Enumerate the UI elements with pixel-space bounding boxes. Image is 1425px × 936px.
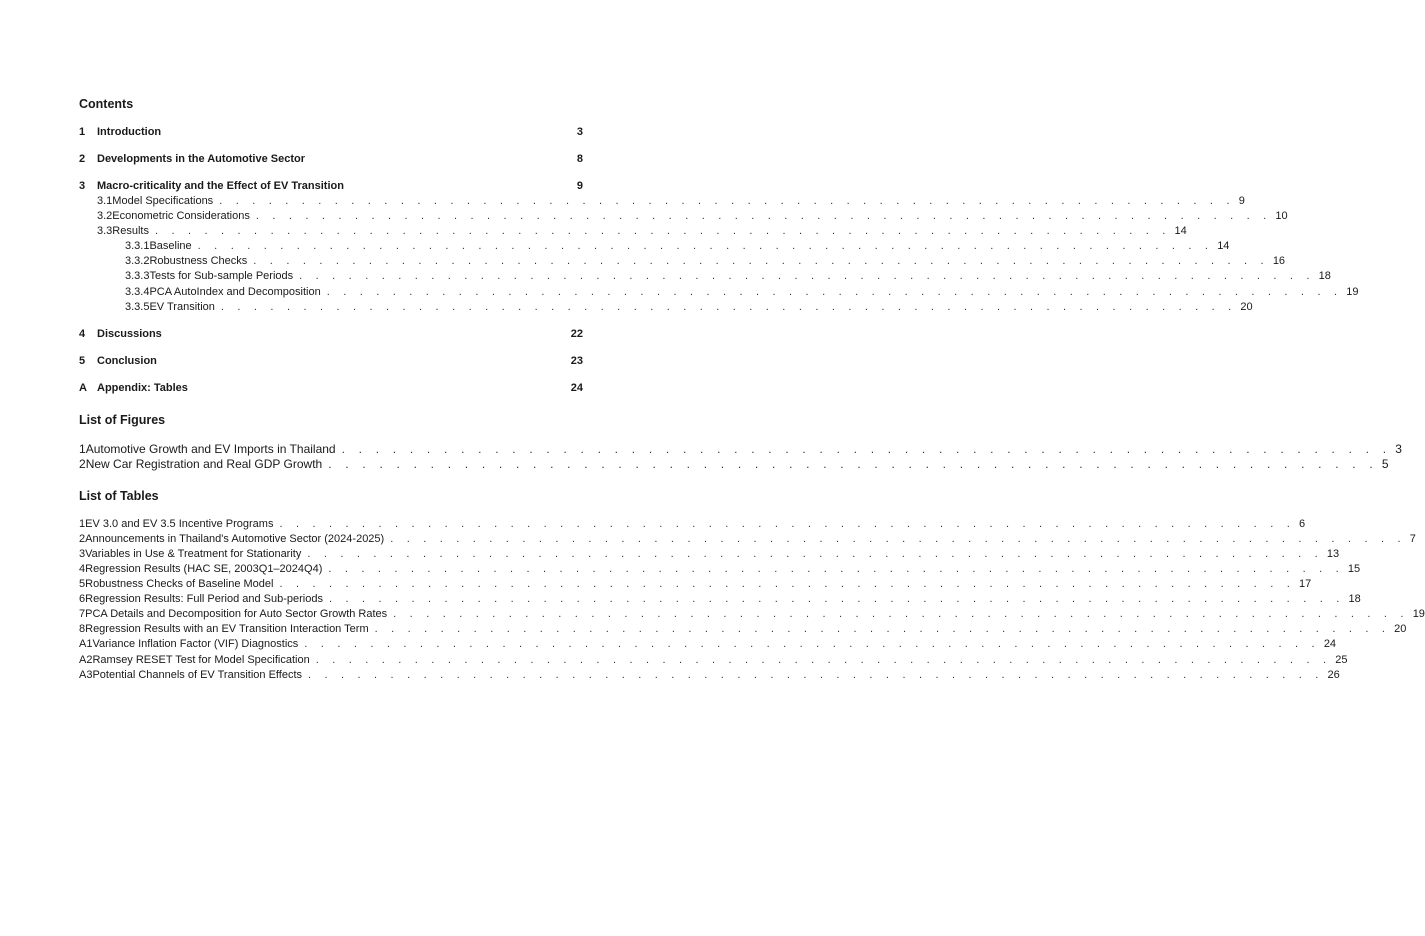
leader-dots: . . . . . . . . . . . . . . . . . . . . . . . . . . . . . . . . . . . . . . . . . . . . . . . . . . . . . . . . . . . . . . <box>374 623 1391 635</box>
toc-entry-page: 14 <box>1174 225 1187 237</box>
lot-entry-title: PCA Details and Decomposition for Auto Sector Growth Rates <box>85 608 388 620</box>
list-of-figures-heading: List of Figures <box>79 413 166 427</box>
leader-dots: . . . . . . . . . . . . . . . . . . . . . . . . . . . . . . . . . . . . . . . . . . . . . . . . . . . . . . . . . . . . . . <box>279 578 1295 590</box>
lot-entry-page: 7 <box>1409 533 1416 545</box>
toc-entry[interactable] <box>125 269 1331 283</box>
toc-entry-title: Results <box>112 225 149 237</box>
lot-entry-title: Ramsey RESET Test for Model Specification <box>92 654 310 666</box>
lot-entry-page: 18 <box>1348 593 1361 605</box>
leader-dots: . . . . . . . . . . . . . . . . . . . . . . . . . . . . . . . . . . . . . . . . . . . . . . . . . . . . . . . . . . . . . . <box>315 654 1332 666</box>
leader-dots: . . . . . . . . . . . . . . . . . . . . . . . . . . . . . . . . . . . . . . . . . . . . . . . . . . . . . . . . . . . . . . <box>308 669 1324 681</box>
lot-entry-number: A1 <box>79 638 93 650</box>
lot-entry-number: A2 <box>79 654 93 666</box>
lof-entry[interactable] <box>79 457 1389 471</box>
leader-dots: . . . . . . . . . . . . . . . . . . . . . . . . . . . . . . . . . . . . . . . . . . . . . . . . . . . . . . . . . . . . . . <box>154 225 1171 237</box>
leader-dots: . . . . . . . . . . . . . . . . . . . . . . . . . . . . . . . . . . . . . . . . . . . . . . . . . . . . . . . . . . . . . . <box>219 195 1235 207</box>
toc-entry[interactable] <box>79 125 583 139</box>
toc-entry-title: Econometric Considerations <box>112 210 250 222</box>
lof-entry-page: 5 <box>1381 457 1389 471</box>
toc-entry-title: PCA AutoIndex and Decomposition <box>149 286 321 298</box>
toc-entry-page: 10 <box>1275 210 1288 222</box>
lot-entry-title: Announcements in Thailand's Automotive Sector (2024-2025) <box>85 533 385 545</box>
lof-entry[interactable] <box>79 442 1402 456</box>
lot-entry[interactable] <box>79 547 1340 561</box>
toc-entry[interactable] <box>97 224 1187 238</box>
list-of-tables-heading: List of Tables <box>79 489 159 503</box>
lot-entry-number: 6 <box>79 593 86 605</box>
lot-entry[interactable] <box>79 637 1337 651</box>
lot-entry[interactable] <box>79 622 1407 636</box>
toc-entry[interactable] <box>125 300 1253 314</box>
toc-entry[interactable] <box>125 254 1286 268</box>
toc-entry-title: Tests for Sub-sample Periods <box>149 270 294 282</box>
lot-entry-title: Variance Inflation Factor (VIF) Diagnostics <box>92 638 299 650</box>
toc-entry-title: EV Transition <box>149 301 215 313</box>
toc-entry-page: 3 <box>576 126 583 138</box>
lot-entry[interactable] <box>79 517 1306 531</box>
lot-entry[interactable] <box>79 668 1340 682</box>
lot-entry-page: 20 <box>1394 623 1407 635</box>
toc-entry-number: 2 <box>79 153 86 165</box>
toc-entry-number: 3 <box>79 180 86 192</box>
lot-entry-number: 4 <box>79 563 86 575</box>
leader-dots: . . . . . . . . . . . . . . . . . . . . . . . . . . . . . . . . . . . . . . . . . . . . . . . . . . . . . . . . . . . . . . <box>341 442 1392 456</box>
toc-entry-title: Macro-criticality and the Effect of EV Transition <box>97 180 344 192</box>
lot-entry[interactable] <box>79 607 1425 621</box>
leader-dots: . . . . . . . . . . . . . . . . . . . . . . . . . . . . . . . . . . . . . . . . . . . . . . . . . . . . . . . . . . . . . . <box>220 301 1237 313</box>
toc-entry-page: 8 <box>576 153 583 165</box>
lot-entry-title: Regression Results (HAC SE, 2003Q1–2024Q4) <box>85 563 323 575</box>
toc-entry-number: 1 <box>79 126 86 138</box>
toc-entry-number: 3.3.3 <box>125 270 150 282</box>
lot-entry-title: Regression Results: Full Period and Sub-periods <box>85 593 323 605</box>
toc-entry-number: 3.1 <box>97 195 113 207</box>
toc-entry[interactable] <box>79 381 583 395</box>
toc-entry[interactable] <box>97 194 1245 208</box>
lot-entry[interactable] <box>79 577 1312 591</box>
toc-entry-title: Introduction <box>97 126 162 138</box>
lot-entry-title: Variables in Use & Treatment for Stationarity <box>85 548 302 560</box>
toc-entry-number: 3.2 <box>97 210 113 222</box>
lot-entry-page: 19 <box>1412 608 1425 620</box>
lot-entry-title: EV 3.0 and EV 3.5 Incentive Programs <box>85 518 274 530</box>
lof-entry-number: 1 <box>79 442 86 456</box>
leader-dots: . . . . . . . . . . . . . . . . . . . . . . . . . . . . . . . . . . . . . . . . . . . . . . . . . . . . . . . . . . . . . . <box>326 286 1343 298</box>
toc-entry-number: A <box>79 382 87 394</box>
toc-entry-number: 3.3 <box>97 225 113 237</box>
toc-entry-number: 3.3.5 <box>125 301 150 313</box>
leader-dots: . . . . . . . . . . . . . . . . . . . . . . . . . . . . . . . . . . . . . . . . . . . . . . . . . . . . . . . . . . . . . . <box>307 548 1323 560</box>
toc-entry[interactable] <box>79 327 583 341</box>
toc-entry[interactable] <box>79 179 583 193</box>
lof-entry-page: 3 <box>1395 442 1402 456</box>
leader-dots: . . . . . . . . . . . . . . . . . . . . . . . . . . . . . . . . . . . . . . . . . . . . . . . . . . . . . . . . . . . . . . <box>328 593 1345 605</box>
lof-entry-title: New Car Registration and Real GDP Growth <box>85 457 323 471</box>
toc-entry-title: Model Specifications <box>112 195 214 207</box>
lot-entry-number: A3 <box>79 669 93 681</box>
lot-entry-page: 25 <box>1335 654 1348 666</box>
toc-entry-title: Discussions <box>97 328 162 340</box>
toc-entry-title: Appendix: Tables <box>97 382 188 394</box>
toc-entry-page: 20 <box>1240 301 1253 313</box>
toc-entry-title: Robustness Checks <box>149 255 248 267</box>
toc-entry-title: Conclusion <box>97 355 157 367</box>
contents-heading: Contents <box>79 97 134 111</box>
leader-dots: . . . . . . . . . . . . . . . . . . . . . . . . . . . . . . . . . . . . . . . . . . . . . . . . . . . . . . . . . . . . . . <box>299 270 1315 282</box>
leader-dots: . . . . . . . . . . . . . . . . . . . . . . . . . . . . . . . . . . . . . . . . . . . . . . . . . . . . . . . . . . . . . . <box>197 240 1214 252</box>
toc-entry-page: 18 <box>1318 270 1331 282</box>
lot-entry-number: 1 <box>79 518 86 530</box>
toc-entry-number: 3.3.4 <box>125 286 150 298</box>
toc-entry[interactable] <box>79 152 583 166</box>
lof-entry-number: 2 <box>79 457 86 471</box>
lot-entry-page: 26 <box>1327 669 1340 681</box>
lot-entry-title: Regression Results with an EV Transition Interaction Term <box>85 623 369 635</box>
lot-entry-page: 13 <box>1326 548 1340 560</box>
leader-dots: . . . . . . . . . . . . . . . . . . . . . . . . . . . . . . . . . . . . . . . . . . . . . . . . . . . . . . . . . . . . . . <box>255 210 1272 222</box>
lot-entry-page: 15 <box>1347 563 1361 575</box>
toc-entry-page: 23 <box>570 355 583 367</box>
leader-dots: . . . . . . . . . . . . . . . . . . . . . . . . . . . . . . . . . . . . . . . . . . . . . . . . . . . . . . . . . . . . . . <box>390 533 1406 545</box>
toc-entry[interactable] <box>125 285 1359 299</box>
toc-entry-number: 3.3.1 <box>125 240 150 252</box>
lof-entry-title: Automotive Growth and EV Imports in Thailand <box>85 442 336 456</box>
toc-entry[interactable] <box>125 239 1230 253</box>
leader-dots: . . . . . . . . . . . . . . . . . . . . . . . . . . . . . . . . . . . . . . . . . . . . . . . . . . . . . . . . . . . . . . <box>304 638 1320 650</box>
leader-dots: . . . . . . . . . . . . . . . . . . . . . . . . . . . . . . . . . . . . . . . . . . . . . . . . . . . . . . . . . . . . . . <box>253 255 1269 267</box>
toc-entry-page: 9 <box>1238 195 1245 207</box>
toc-entry-number: 4 <box>79 328 86 340</box>
toc-entry-title: Baseline <box>149 240 192 252</box>
lot-entry-page: 6 <box>1298 518 1306 530</box>
toc-entry-page: 16 <box>1272 255 1286 267</box>
lot-entry[interactable] <box>79 532 1416 546</box>
toc-entry-number: 3.3.2 <box>125 255 150 267</box>
toc-entry-page: 22 <box>570 328 583 340</box>
toc-entry-page: 9 <box>576 180 583 192</box>
lot-entry-title: Robustness Checks of Baseline Model <box>85 578 274 590</box>
toc-entry-page: 24 <box>570 382 583 394</box>
toc-entry-number: 5 <box>79 355 86 367</box>
lot-entry-number: 3 <box>79 548 86 560</box>
lot-entry-number: 8 <box>79 623 86 635</box>
leader-dots: . . . . . . . . . . . . . . . . . . . . . . . . . . . . . . . . . . . . . . . . . . . . . . . . . . . . . . . . . . . . . . <box>393 608 1409 620</box>
toc-entry-title: Developments in the Automotive Sector <box>97 153 306 165</box>
toc-entry[interactable] <box>97 209 1288 223</box>
lot-entry[interactable] <box>79 592 1361 606</box>
lot-entry-title: Potential Channels of EV Transition Effects <box>92 669 302 681</box>
toc-entry-page: 14 <box>1217 240 1230 252</box>
leader-dots: . . . . . . . . . . . . . . . . . . . . . . . . . . . . . . . . . . . . . . . . . . . . . . . . . . . . . . . . . . . . . . <box>328 563 1344 575</box>
lot-entry-page: 24 <box>1323 638 1337 650</box>
toc-entry-page: 19 <box>1346 286 1359 298</box>
lot-entry[interactable] <box>79 653 1348 667</box>
lot-entry[interactable] <box>79 562 1361 576</box>
lot-entry-number: 2 <box>79 533 86 545</box>
lot-entry-number: 5 <box>79 578 86 590</box>
leader-dots: . . . . . . . . . . . . . . . . . . . . . . . . . . . . . . . . . . . . . . . . . . . . . . . . . . . . . . . . . . . . . . <box>279 518 1295 530</box>
leader-dots: . . . . . . . . . . . . . . . . . . . . . . . . . . . . . . . . . . . . . . . . . . . . . . . . . . . . . . . . . . . . . . <box>328 457 1378 471</box>
lot-entry-number: 7 <box>79 608 86 620</box>
toc-entry[interactable] <box>79 354 583 368</box>
lot-entry-page: 17 <box>1298 578 1312 590</box>
